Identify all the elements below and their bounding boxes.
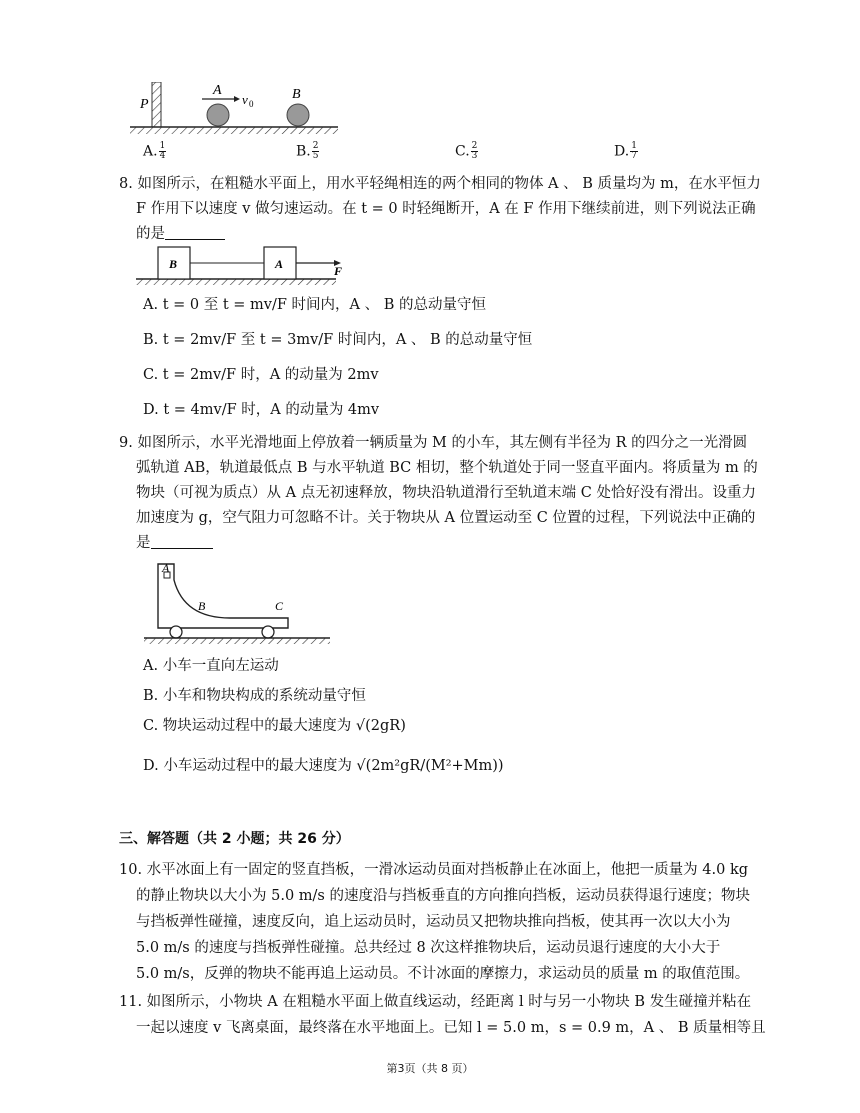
wheel-right bbox=[262, 626, 274, 638]
q8-option-d: D. t = 4mv/F 时，A 的动量为 4mv bbox=[143, 402, 380, 418]
q7-option-b: B. $\frac{2}{5}$ bbox=[296, 141, 319, 161]
label-b: B bbox=[169, 257, 178, 271]
q10-line1: 10. 水平冰面上有一固定的竖直挡板，一滑冰运动员面对挡板静止在冰面上，他把一质量为 4.0 kg bbox=[119, 862, 749, 878]
label-a: A bbox=[162, 561, 170, 575]
answer-blank bbox=[151, 534, 213, 549]
ground-hatch bbox=[136, 279, 336, 285]
q9-option-c: C. 物块运动过程中的最大速度为 √(2gR) bbox=[143, 718, 406, 734]
label-f: F bbox=[334, 264, 343, 278]
ground-hatch bbox=[130, 127, 338, 134]
q9-stem-line2: 弧轨道 AB，轨道最低点 B 与水平轨道 BC 相切，整个轨道处于同一竖直平面内。将质量为 m 的 bbox=[136, 460, 758, 476]
q10-line4: 5.0 m/s 的速度与挡板弹性碰撞。总共经过 8 次这样推物块后，运动员退行速度的大小大于 bbox=[136, 940, 721, 956]
q7-figure bbox=[130, 82, 345, 140]
q9-option-b: B. 小车和物块构成的系统动量守恒 bbox=[143, 688, 366, 704]
q9-stem-line4: 加速度为 g，空气阻力可忽略不计。关于物块从 A 位置运动至 C 位置的过程，下列说法中正确的 bbox=[136, 510, 756, 526]
arrow-head bbox=[234, 96, 240, 102]
answer-blank bbox=[165, 225, 225, 240]
q11-line1: 11. 如图所示，小物块 A 在粗糙水平面上做直线运动，经距离 l 时与另一小物块 B 发生碰撞并粘在 bbox=[119, 994, 752, 1010]
q9-stem-line1: 9. 如图所示，水平光滑地面上停放着一辆质量为 M 的小车，其左侧有半径为 R 的四分之一光滑圆 bbox=[119, 435, 748, 451]
ball-b bbox=[287, 104, 309, 126]
label-v0-sub: 0 bbox=[249, 99, 254, 109]
label-v0: v bbox=[242, 92, 248, 107]
q9-stem-line5: 是 bbox=[136, 533, 213, 553]
q9-stem-line3: 物块（可视为质点）从 A 点无初速释放，物块沿轨道滑行至轨道末端 C 处恰好没有滑出。设重力 bbox=[136, 485, 756, 501]
label-b: B bbox=[198, 599, 206, 613]
label-a: A bbox=[213, 83, 222, 98]
q8-stem-line3: 的是 bbox=[136, 224, 225, 244]
label-b: B bbox=[292, 87, 301, 102]
cart-track bbox=[158, 564, 288, 628]
wheel-left bbox=[170, 626, 182, 638]
q8-figure bbox=[136, 243, 351, 285]
section-title: 三、解答题（共 2 小题；共 26 分） bbox=[119, 831, 350, 847]
q9-option-d: D. 小车运动过程中的最大速度为 √(2m²gR/(M²+Mm)) bbox=[143, 758, 504, 774]
q9-figure bbox=[140, 560, 340, 648]
q7-option-d: D. $\frac{1}{7}$ bbox=[614, 141, 637, 161]
page-footer: 第3页（共 8 页） bbox=[386, 1062, 474, 1075]
ball-a bbox=[207, 104, 229, 126]
label-c: C bbox=[275, 599, 284, 613]
q7-option-a: A. $\frac{1}{4}$ bbox=[143, 141, 166, 161]
q8-stem-line1: 8. 如图所示，在粗糙水平面上，用水平轻绳相连的两个相同的物体 A 、 B 质量均为 m，在水平恒力 bbox=[119, 176, 761, 192]
ground-hatch bbox=[144, 638, 330, 644]
q8-option-b: B. t = 2mv/F 至 t = 3mv/F 时间内，A 、 B 的总动量守恒 bbox=[143, 332, 533, 348]
q10-line5: 5.0 m/s，反弹的物块不能再追上运动员。不计冰面的摩擦力，求运动员的质量 m 的取值范围。 bbox=[136, 966, 750, 982]
q8-stem-line2: F 作用下以速度 v 做匀速运动。在 t = 0 时轻绳断开，A 在 F 作用下继续前进，则下列说法正确 bbox=[136, 201, 756, 217]
q8-option-a: A. t = 0 至 t = mv/F 时间内，A 、 B 的总动量守恒 bbox=[143, 297, 486, 313]
q10-line3: 与挡板弹性碰撞，速度反向，追上运动员时，运动员又把物块推向挡板，使其再一次以大小为 bbox=[136, 914, 731, 930]
q10-line2: 的静止物块以大小为 5.0 m/s 的速度沿与挡板垂直的方向推向挡板，运动员获得退行速度；物块 bbox=[136, 888, 750, 904]
label-a: A bbox=[275, 257, 284, 271]
q11-line2: 一起以速度 v 飞离桌面，最终落在水平地面上。已知 l = 5.0 m，s = 0.9 m，A 、 B 质量相等且 bbox=[136, 1020, 766, 1036]
label-p: P bbox=[140, 97, 149, 112]
q7-option-c: C. $\frac{2}{3}$ bbox=[455, 141, 478, 161]
q8-option-c: C. t = 2mv/F 时，A 的动量为 2mv bbox=[143, 367, 379, 383]
q9-option-a: A. 小车一直向左运动 bbox=[143, 658, 279, 674]
wall-p bbox=[152, 82, 161, 127]
